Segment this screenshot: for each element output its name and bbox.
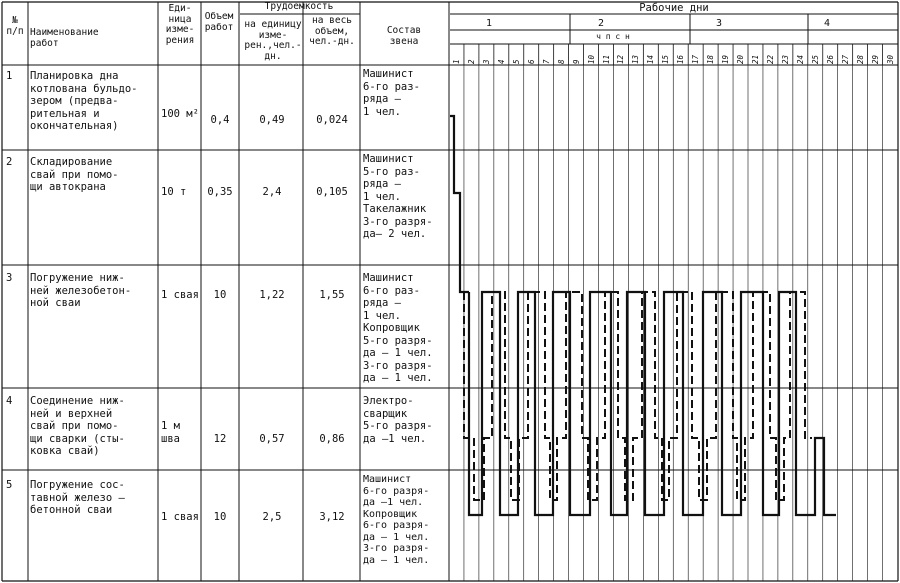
row-3-crew: Машинист 6-го раз- ряда – 1 чел. Копровщик 5-го разря- да – 1 чел. 3-го разря- да – 1 чел. [363, 272, 433, 384]
day-number: 20 [736, 54, 746, 64]
weekday-letters: ч п с н [596, 32, 630, 41]
row-2-total: 0,105 [316, 186, 348, 198]
row-4-volume: 12 [213, 433, 227, 445]
week-4: 4 [824, 18, 831, 29]
day-number: 1 [452, 59, 461, 64]
row-2-volume: 0,35 [207, 186, 233, 198]
row-5-name: Погружение сос- тавной железо – бетонной сваи [30, 479, 125, 516]
row-5-volume: 10 [213, 511, 227, 523]
header-volume: Объем работ [204, 11, 234, 33]
header-labor-total: на весь объем, чел.-дн. [309, 15, 355, 47]
day-number: 6 [526, 59, 536, 64]
day-number: 23 [780, 54, 790, 64]
day-number: 26 [825, 54, 835, 64]
row-1-total: 0,024 [316, 114, 348, 126]
day-number: 24 [795, 54, 805, 64]
row-2-per-unit: 2,4 [262, 186, 282, 198]
day-number: 8 [556, 59, 566, 64]
day-number: 11 [601, 54, 611, 64]
row-1-unit: 100 м² [161, 108, 199, 120]
header-labor: Трудоемкость [264, 1, 334, 12]
day-number: 25 [810, 54, 820, 64]
row-3-unit: 1 свая [161, 289, 199, 301]
row-1-crew: Машинист 6-го раз- ряда – 1 чел. [363, 68, 420, 118]
day-number: 7 [541, 59, 551, 64]
row-4-total: 0,86 [319, 433, 345, 445]
row-3-per-unit: 1,22 [259, 289, 285, 301]
week-3: 3 [716, 18, 723, 29]
header-name: Наименование работ [30, 27, 99, 49]
day-number: 13 [631, 54, 641, 64]
day-number: 9 [571, 59, 581, 64]
day-number: 22 [765, 54, 775, 64]
row-3-total: 1,55 [319, 289, 345, 301]
row-2-num: 2 [6, 156, 13, 168]
row-5-per-unit: 2,5 [262, 511, 282, 523]
week-1: 1 [486, 18, 493, 29]
gantt-welding-line [464, 292, 812, 500]
row-1-per-unit: 0,49 [259, 114, 285, 126]
row-3-name: Погружение ниж- ней железобетон- ной сваи [30, 272, 132, 309]
day-number: 3 [481, 59, 491, 64]
day-number: 27 [840, 54, 850, 64]
row-3-volume: 10 [213, 289, 227, 301]
row-4-unit: 1 м шва [161, 420, 180, 445]
row-2-crew: Машинист 5-го раз- ряда – 1 чел. Такелажник 3-го разря- да– 2 чел. [363, 153, 433, 240]
day-number: 2 [466, 59, 476, 64]
day-number: 21 [751, 54, 760, 64]
row-4-per-unit: 0,57 [259, 433, 285, 445]
row-2-unit: 10 т [161, 186, 187, 198]
day-number: 15 [661, 54, 671, 64]
day-number: 10 [586, 54, 596, 64]
day-number: 16 [676, 54, 686, 64]
day-number: 17 [691, 54, 701, 64]
row-1-name: Планировка дна котлована бульдо- зером (предва- рительная и окончательная) [30, 70, 138, 132]
header-unit: Еди- ница изме- рения [165, 3, 195, 46]
row-5-num: 5 [6, 479, 13, 491]
row-4-name: Соединение ниж- ней и верхней свай при помо- щи сварки (сты- ковка свай) [30, 395, 125, 457]
row-1-volume: 0,4 [210, 114, 230, 126]
row-4-num: 4 [6, 395, 13, 407]
row-3-num: 3 [6, 272, 13, 284]
day-number: 28 [855, 54, 865, 64]
row-1-num: 1 [6, 70, 13, 82]
row-5-total: 3,12 [319, 511, 345, 523]
day-number: 12 [616, 54, 626, 64]
day-number: 4 [496, 59, 506, 64]
row-5-unit: 1 свая [161, 511, 199, 523]
day-number: 14 [646, 54, 656, 64]
day-number: 29 [870, 54, 880, 64]
day-number: 19 [721, 54, 731, 64]
day-number: 5 [511, 59, 521, 64]
header-num: № п/п [6, 15, 24, 37]
gantt-row-1-2 [450, 116, 469, 292]
row-2-name: Складирование свай при помо- щи автокрана [30, 156, 119, 193]
row-4-crew: Электро- сварщик 5-го разря- да –1 чел. [363, 395, 433, 445]
week-2: 2 [598, 18, 605, 29]
header-labor-per-unit: на единицу изме- рен.,чел.-дн. [244, 19, 302, 62]
row-5-crew: Машинист 6-го разря- да –1 чел. Копровщик 6-го разря- да – 1 чел. 3-го разря- да – 1 чел. [363, 474, 430, 566]
day-number: 18 [706, 54, 716, 64]
header-days: Рабочие дни [639, 2, 709, 14]
header-crew: Состав звена [386, 25, 422, 47]
day-number: 30 [885, 54, 895, 64]
